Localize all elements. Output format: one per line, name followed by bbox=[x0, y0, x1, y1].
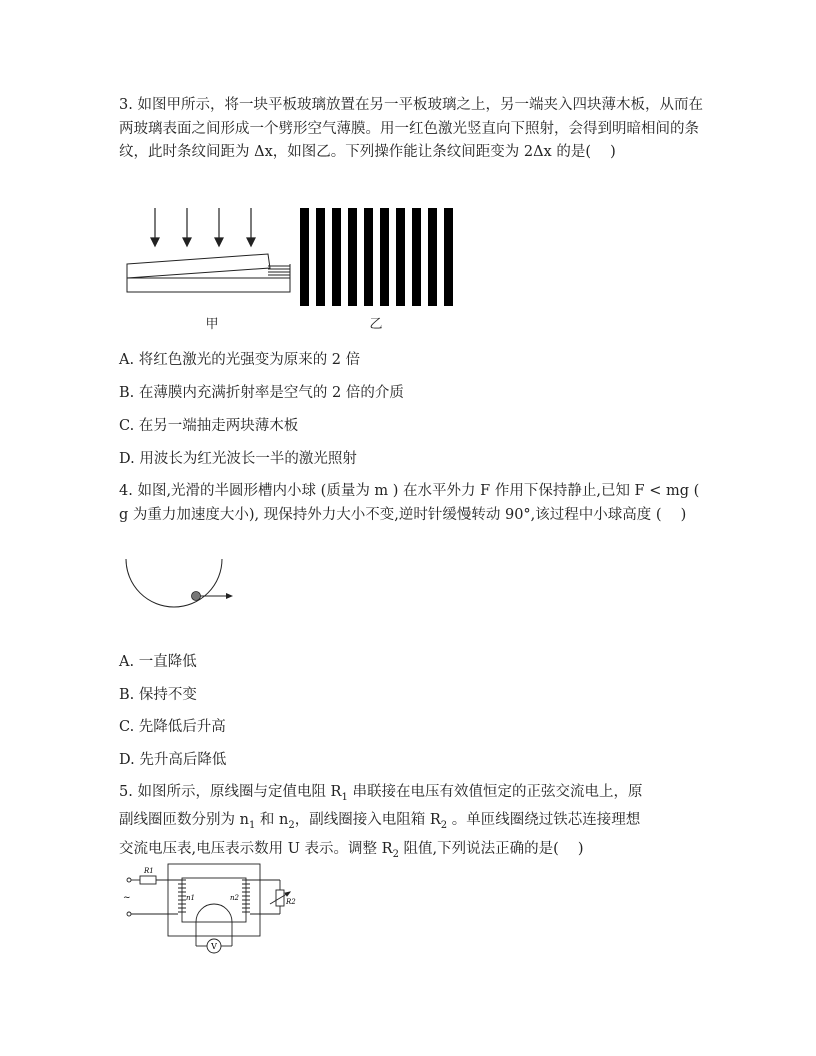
r1-resistor bbox=[140, 876, 156, 884]
q4-stem: 4. 如图,光滑的半圆形槽内小球 (质量为 m ) 在水平外力 F 作用下保持静止,已知 F < mg ( g 为重力加速度大小), 现保持外力大小不变,逆时针缓慢转动 90°,该过程中小球高度 ( ) bbox=[119, 483, 700, 523]
light-arrows bbox=[151, 208, 255, 246]
n1-label: n1 bbox=[186, 894, 195, 902]
q5-figure-transformer bbox=[120, 858, 310, 958]
q3-stem: 3. 如图甲所示，将一块平板玻璃放置在另一平板玻璃之上，另一端夹入四块薄木板，从而在两玻璃表面之间形成一个劈形空气薄膜。用一红色激光竖直向下照射，会得到明暗相间的条纹，此时条纹间距为 Δx，如图乙。下列操作能让条纹间距变为 2Δx 的是( ) bbox=[119, 97, 703, 160]
q4-option-c: C. 先降低后升高 bbox=[119, 719, 226, 735]
r2-label: R2 bbox=[286, 898, 296, 906]
q4-option-d: D. 先升高后降低 bbox=[119, 752, 227, 768]
q4-option-b: B. 保持不变 bbox=[119, 687, 197, 703]
q3-figure-jia bbox=[120, 200, 300, 340]
q3-option-b: B. 在薄膜内充满折射率是空气的 2 倍的介质 bbox=[119, 385, 404, 401]
q3-figure-yi bbox=[300, 208, 460, 338]
n2-label: n2 bbox=[230, 894, 239, 902]
r1-label: R1 bbox=[144, 867, 154, 875]
fig-label-yi: 乙 bbox=[369, 317, 383, 332]
q3-option-a: A. 将红色激光的光强变为原来的 2 倍 bbox=[119, 352, 361, 368]
voltmeter-label: V bbox=[211, 942, 217, 951]
q4-option-a: A. 一直降低 bbox=[119, 654, 197, 670]
ball bbox=[192, 592, 201, 601]
q3-option-c: C. 在另一端抽走两块薄木板 bbox=[119, 418, 299, 434]
q3-option-d: D. 用波长为红光波长一半的激光照射 bbox=[119, 451, 357, 467]
q4-figure-semicircle bbox=[120, 555, 250, 615]
glass-plates bbox=[127, 254, 290, 292]
fig-label-jia: 甲 bbox=[205, 317, 219, 332]
ac-source-symbol: ~ bbox=[123, 893, 131, 903]
q5-stem: 5. 如图所示，原线圈与定值电阻 $R_1$ 串联接在电压有效值恒定的正弦交流电上，原 副线圈匝数分别为 $n_1$ 和 $n_2$，副线圈接入电阻箱 $R_2$ 。单匝线圈绕过铁芯连接理想 交流电压表,电压表示数用 U 表示。调整 $R_2$ 阻值,下列说法正确的是( ) bbox=[119, 784, 643, 860]
semicircular-groove bbox=[126, 559, 222, 607]
single-turn-loop bbox=[196, 904, 232, 922]
interference-fringes bbox=[300, 208, 453, 306]
